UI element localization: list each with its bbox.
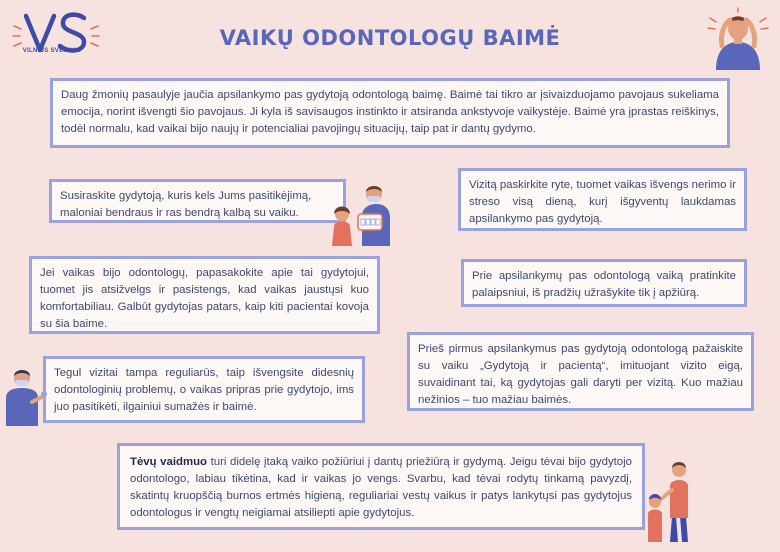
tip-choose-dentist-box [49,179,346,223]
tip-gradual-visits-text: Prie apsilankymų pas odontologą vaiką pratinkite palaipsniui, iš pradžių užrašykite tik į apžiūrą. [472,270,736,300]
parents-role-text [130,454,632,522]
tip-role-play-text: Prieš pirmus apsilankymus pas gydytoją odontologą pažaiskite su vaiku „Gydytoją ir pacientą“, imituojant vizito eigą, suvaidinant tai, ką gydytojas gali daryti per vizitą. Kuo mažiau nežinios – tuo mažiau baimės. [418,343,743,407]
tip-choose-dentist-text: Susiraskite gydytoją, kuris kels Jums pasitikėjimą, maloniai bendraus ir ras bendrą kalbą su vaiku. [60,190,312,220]
dentist-with-child-illustration [328,180,396,246]
parents-role-lead: Tėvų vaidmuo [130,456,208,468]
doctor-illustration [2,366,48,426]
tip-regular-visits-text: Tegul vizitai tampa reguliarūs, taip išvengsite didesnių odontologinių problemų, o vaikas pripras prie gydytojo, ims juo pasitikėti, ilgainiui sumažės ir baimė. [54,367,354,414]
stressed-man-illustration [702,6,774,70]
parents-role-body: turi didelę įtaką vaiko požiūriui į dantų priežiūrą ir gydymą. Jeigu tėvai bijo gydytojo odontologo, labiau tikėtina, kad ir vaikas jo vengs. Svarbu, kad tėvai rodytų tinkamą pavyzdį, skatintų kruopščią burnos ertmės higieną, reguliariai vestų vaikus ir patys lankytųsi pas gydytojus odontologus ir vengtų neigiamai atsiliepti apie gydytojus. [130,456,633,520]
tip-morning-visit-box [458,168,747,231]
intro-text-box [50,78,730,148]
tip-tell-dentist-text: Jei vaikas bijo odontologų, papasakokite apie tai gydytojui, tuomet jis atsižvelgs ir pasistengs, kad vaikas jaustųsi kuo komfortabiliau. Galbūt gydytojas patars, kaip kiti pacientai kovoja su šia baime. [40,267,369,331]
logo-subtitle: VILNIUS SVEIKIAU [22,48,82,54]
tip-morning-visit-text: Vizitą paskirkite ryte, tuomet vaikas išvengs nerimo ir streso visą dieną, kurį išgyventų laukdamas apsilankymo pas gydytoją. [469,179,736,226]
parents-role-box [117,443,645,530]
parent-with-child-illustration [642,456,696,542]
tip-role-play-box [407,332,754,411]
page-title: VAIKŲ ODONTOLOGŲ BAIMĖ [219,26,561,50]
tip-regular-visits-box [43,356,365,423]
tip-gradual-visits-box [461,259,747,307]
intro-text: Daug žmonių pasaulyje jaučia apsilankymo pas gydytoją odontologą baimę. Baimė tai tikro ar įsivaizduojamo pavojaus sukeliama emocija, norint išvengti šio pavojaus. Ji kyla iš savisaugos instinkto ir atsiranda ankstyvoje vaikystėje. Baimė yra įprastas reiškinys, todėl normalu, kad vaikai bijo naujų ir potencialiai pavojingų situacijų, taip pat ir dantų gydymo. [61,89,719,136]
tip-tell-dentist-box [29,256,380,334]
